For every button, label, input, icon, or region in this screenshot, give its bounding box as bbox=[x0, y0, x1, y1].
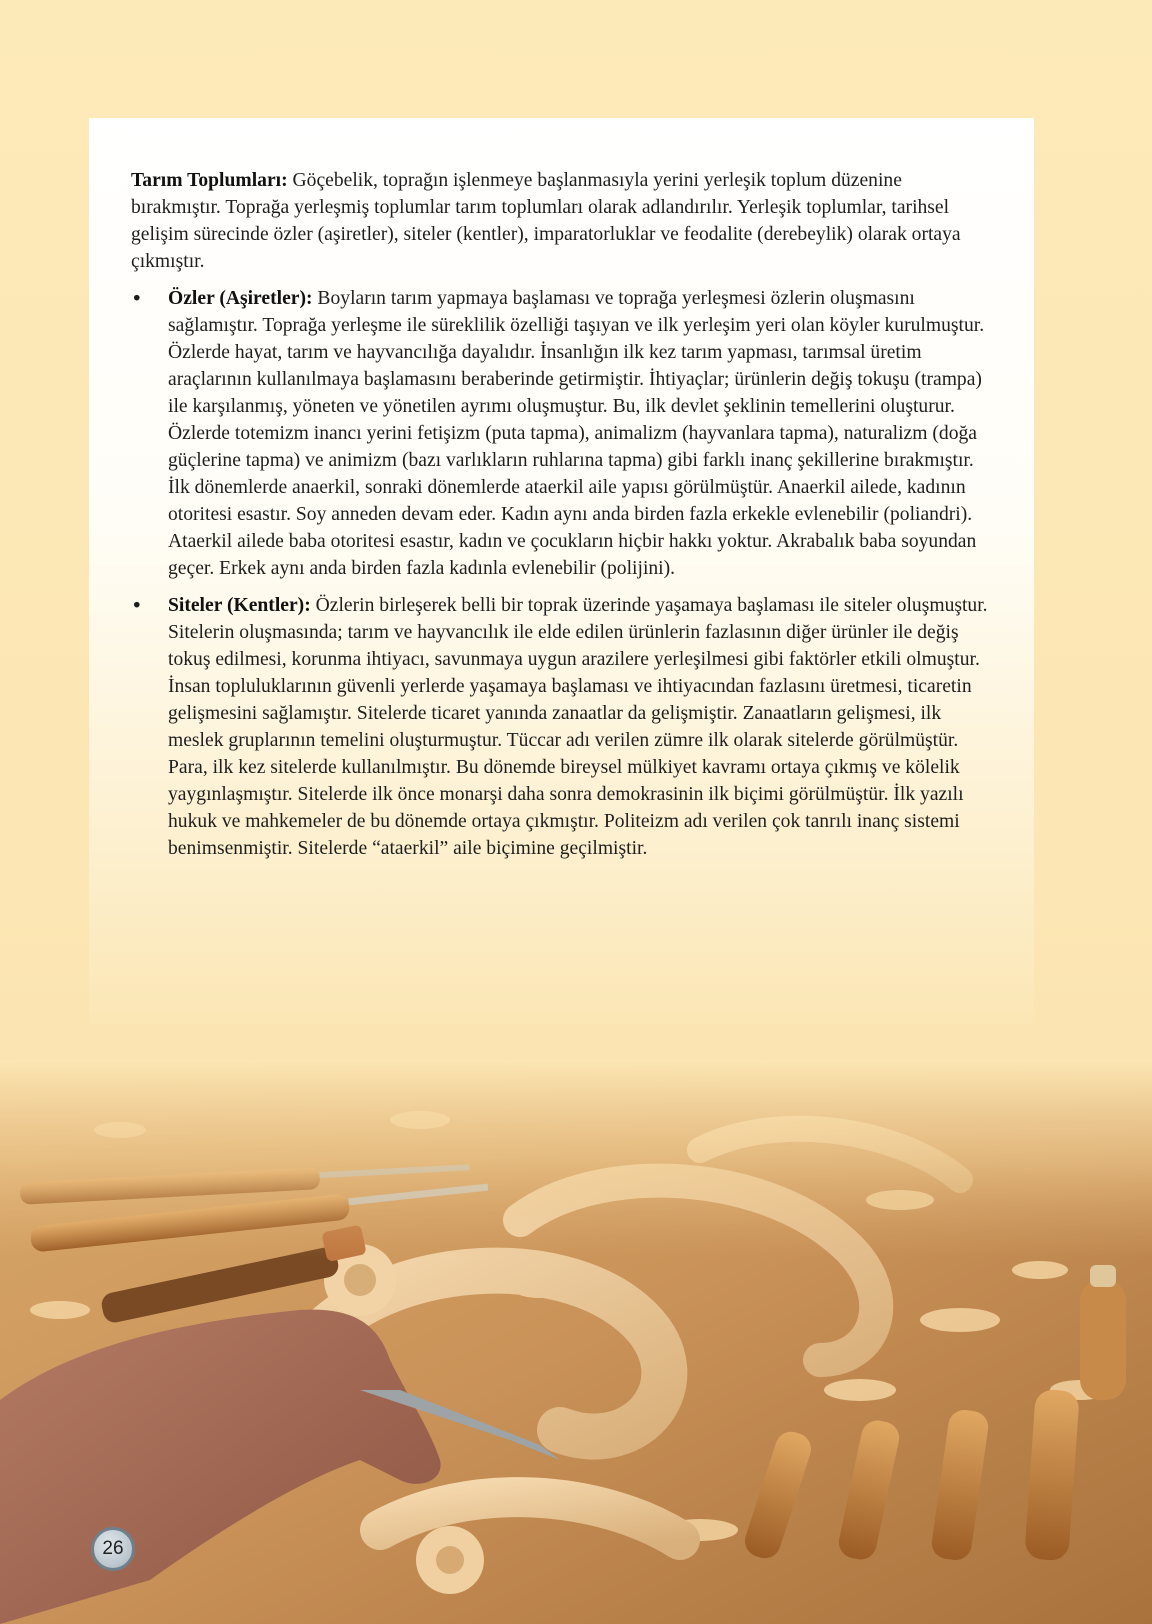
bullet-icon: • bbox=[131, 287, 143, 310]
content-body bbox=[131, 167, 993, 872]
wood-carving-photo bbox=[0, 1060, 1152, 1624]
bullet-ozler bbox=[131, 285, 993, 582]
intro-paragraph bbox=[131, 167, 993, 275]
bullet-siteler-text: Özlerin birleşerek belli bir toprak üzerinde yaşamaya başlaması ile siteler oluşmuştur. Sitelerin oluşmasında; tarım ve hayvancılık ile elde edilen ürünlerin fazlasının diğer ürünler ile değiş tokuş edilmesi, korunma ihtiyacı, savunmaya uygun arazilere yerleşilmesi gibi faktörler etkili olmuştur. İnsan topluluklarının güvenli yerlerde yaşamaya başlaması ve ihtiyacından fazlasını üretmesi, ticaretin gelişmesini sağlamıştır. Sitelerde ticaret yanında zanaatlar da gelişmiştir. Zanaatların gelişmesi, ilk meslek gruplarının temelini oluşturmuştur. Tüccar adı verilen zümre ilk olarak sitelerde görülmüştür. Para, ilk kez sitelerde kullanılmıştır. Bu dönemde bireysel mülkiyet kavramı ortaya çıkmış ve kölelik yaygınlaşmıştır. Sitelerde ilk önce monarşi daha sonra demokrasinin ilk biçimi görülmüştür. İlk yazılı hukuk ve mahkemeler de bu dönemde ortaya çıkmıştır. Politeizm adı verilen çok tanrılı inanç sistemi benimsenmiştir. Sitelerde “ataerkil” aile biçimine geçilmiştir. bbox=[168, 595, 988, 859]
intro-text: Göçebelik, toprağın işlenmeye başlanmasıyla yerini yerleşik toplum düzenine bırakmıştır. Toprağa yerleşmiş toplumlar tarım toplumları olarak adlandırılır. Yerleşik toplumlar, tarihsel gelişim sürecinde özler (aşiretler), siteler (kentler), imparatorluklar ve feodalite (derebeylik) olarak ortaya çıkmıştır. bbox=[131, 170, 961, 272]
bullet-ozler-text: Boyların tarım yapmaya başlaması ve toprağa yerleşmesi özlerin oluşmasını sağlamıştır. Toprağa yerleşme ile süreklilik özelliği taşıyan ve ilk yerleşim yeri olan köyler kurulmuştur. Özlerde hayat, tarım ve hayvancılığa dayalıdır. İnsanlığın ilk kez tarım yapması, tarımsal üretim araçlarının kullanılmaya başlamasını beraberinde getirmiştir. İhtiyaçlar; ürünlerin değiş tokuşu (trampa) ile karşılanmış, yöneten ve yönetilen ayrımı oluşmuştur. Bu, ilk devlet şeklinin temellerini oluşturur. Özlerde totemizm inancı yerini fetişizm (puta tapma), animalizm (hayvanlara tapma), naturalizm (doğa güçlerine tapma) ve animizm (bazı varlıkların ruhlarına tapma) gibi farklı inanç şekillerine bırakmıştır. İlk dönemlerde anaerkil, sonraki dönemlerde ataerkil aile yapısı görülmüştür. Anaerkil ailede, kadının otoritesi esastır. Soy anneden devam eder. Kadın aynı anda birden fazla erkekle evlenebilir (poliandri). Ataerkil ailede baba otoritesi esastır, kadın ve çocukların hiçbir hakkı yoktur. Akrabalık baba soyundan geçer. Erkek aynı anda birden fazla kadınla evlenebilir (polijini). bbox=[168, 288, 985, 579]
bullet-ozler-paragraph bbox=[168, 285, 993, 582]
bullet-icon: • bbox=[131, 594, 143, 617]
bullet-siteler-paragraph bbox=[168, 592, 993, 862]
page-number: 26 bbox=[102, 1538, 124, 1559]
bullet-siteler-heading: Siteler (Kentler): bbox=[168, 595, 311, 616]
intro-heading: Tarım Toplumları: bbox=[131, 170, 288, 191]
bullet-ozler-heading: Özler (Aşiretler): bbox=[168, 288, 313, 309]
page-number-badge bbox=[91, 1527, 135, 1571]
bullet-siteler bbox=[131, 592, 993, 862]
